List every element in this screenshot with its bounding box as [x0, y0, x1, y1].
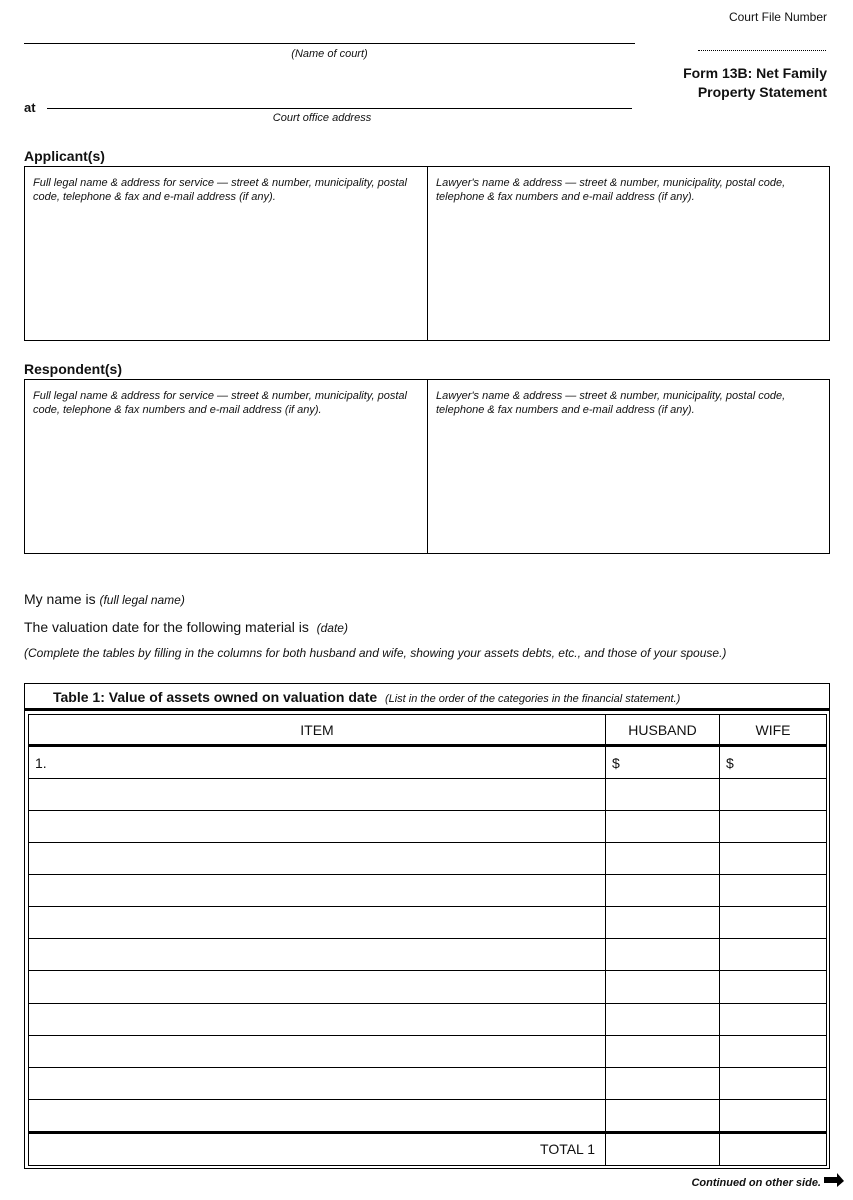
total-row: [29, 1132, 827, 1165]
instructions: (Complete the tables by filling in the columns for both husband and wife, showing your assets debts, etc., and those of your spouse.): [24, 646, 727, 660]
husband-cell[interactable]: [606, 939, 720, 971]
valuation-date-line[interactable]: [24, 619, 348, 635]
respondent-info-label: Full legal name & address for service — street & number, municipality, postal code, telephone & fax numbers and e-mail address (if any).: [33, 390, 407, 416]
name-prefix: My name is: [24, 591, 96, 607]
item-cell[interactable]: [29, 779, 606, 811]
table-row: [29, 939, 827, 971]
arrow-right-icon: [823, 1172, 845, 1188]
total-label: TOTAL 1: [29, 1132, 606, 1165]
item-cell[interactable]: [29, 1099, 606, 1132]
table-row: [29, 1067, 827, 1099]
husband-cell[interactable]: $: [606, 746, 720, 779]
item-cell[interactable]: [29, 907, 606, 939]
table-header-row: [29, 715, 827, 746]
column-header-husband: HUSBAND: [606, 715, 720, 746]
form-title-line1: Form 13B: Net Family: [683, 65, 827, 81]
husband-cell[interactable]: [606, 907, 720, 939]
table-row: [29, 907, 827, 939]
at-label: at: [24, 100, 36, 115]
item-cell[interactable]: [29, 1067, 606, 1099]
item-cell[interactable]: [29, 1003, 606, 1035]
applicant-info-field[interactable]: [25, 167, 427, 340]
wife-cell[interactable]: [720, 779, 827, 811]
applicant-lawyer-label: Lawyer's name & address — street & number, municipality, postal code, telephone & fax numbers and e-mail address (if any).: [436, 177, 786, 203]
wife-cell[interactable]: $: [720, 746, 827, 779]
applicants-box: [24, 166, 830, 341]
wife-cell[interactable]: [720, 1067, 827, 1099]
court-name-label: (Name of court): [291, 48, 368, 60]
court-file-number-field[interactable]: [698, 50, 826, 51]
table1: [24, 683, 830, 1169]
form-title: [683, 64, 827, 102]
table-row: [29, 1003, 827, 1035]
husband-cell[interactable]: [606, 811, 720, 843]
husband-cell[interactable]: [606, 1099, 720, 1132]
wife-cell[interactable]: [720, 907, 827, 939]
item-cell[interactable]: 1.: [29, 746, 606, 779]
name-hint: (full legal name): [99, 593, 185, 607]
husband-cell[interactable]: [606, 843, 720, 875]
table-row: [29, 811, 827, 843]
continued-note: Continued on other side.: [691, 1177, 821, 1189]
table-row: [29, 746, 827, 779]
table-row: [29, 1035, 827, 1067]
table-row: [29, 1099, 827, 1132]
respondents-heading: Respondent(s): [24, 361, 122, 377]
item-cell[interactable]: [29, 811, 606, 843]
court-file-number-label: Court File Number: [728, 10, 827, 24]
table-row: [29, 875, 827, 907]
valuation-hint: (date): [316, 621, 348, 635]
court-address-label: Court office address: [272, 112, 372, 124]
court-address-field[interactable]: [47, 108, 632, 109]
applicant-lawyer-field[interactable]: [427, 167, 829, 340]
husband-cell[interactable]: [606, 971, 720, 1003]
wife-cell[interactable]: [720, 939, 827, 971]
column-header-item: ITEM: [29, 715, 606, 746]
table1-grid: [28, 714, 827, 1166]
valuation-prefix: The valuation date for the following material is: [24, 619, 309, 635]
court-name-field[interactable]: [24, 43, 635, 44]
wife-cell[interactable]: [720, 811, 827, 843]
table1-caption: [25, 684, 829, 711]
table1-note: (List in the order of the categories in the financial statement.): [384, 693, 681, 705]
applicants-heading: Applicant(s): [24, 148, 105, 164]
table-row: [29, 843, 827, 875]
wife-cell[interactable]: [720, 843, 827, 875]
item-cell[interactable]: [29, 971, 606, 1003]
husband-cell[interactable]: [606, 1003, 720, 1035]
wife-cell[interactable]: [720, 1003, 827, 1035]
item-cell[interactable]: [29, 939, 606, 971]
respondent-lawyer-field[interactable]: [427, 380, 829, 553]
applicant-info-label: Full legal name & address for service — street & number, municipality, postal code, telephone & fax and e-mail address (if any).: [33, 177, 407, 203]
husband-total-cell[interactable]: [606, 1132, 720, 1165]
respondent-info-field[interactable]: [25, 380, 427, 553]
wife-cell[interactable]: [720, 1035, 827, 1067]
husband-cell[interactable]: [606, 875, 720, 907]
wife-cell[interactable]: [720, 875, 827, 907]
item-cell[interactable]: [29, 843, 606, 875]
table-row: [29, 779, 827, 811]
table1-title: Table 1: Value of assets owned on valuation date: [53, 689, 378, 705]
husband-cell[interactable]: [606, 779, 720, 811]
wife-cell[interactable]: [720, 1099, 827, 1132]
item-cell[interactable]: [29, 1035, 606, 1067]
wife-total-cell[interactable]: [720, 1132, 827, 1165]
form-title-line2: Property Statement: [697, 84, 827, 100]
respondents-box: [24, 379, 830, 554]
husband-cell[interactable]: [606, 1035, 720, 1067]
column-header-wife: WIFE: [720, 715, 827, 746]
respondent-lawyer-label: Lawyer's name & address — street & number, municipality, postal code, telephone & fax numbers and e-mail address (if any).: [436, 390, 786, 416]
wife-cell[interactable]: [720, 971, 827, 1003]
name-line[interactable]: [24, 591, 185, 607]
item-cell[interactable]: [29, 875, 606, 907]
husband-cell[interactable]: [606, 1067, 720, 1099]
table-row: [29, 971, 827, 1003]
